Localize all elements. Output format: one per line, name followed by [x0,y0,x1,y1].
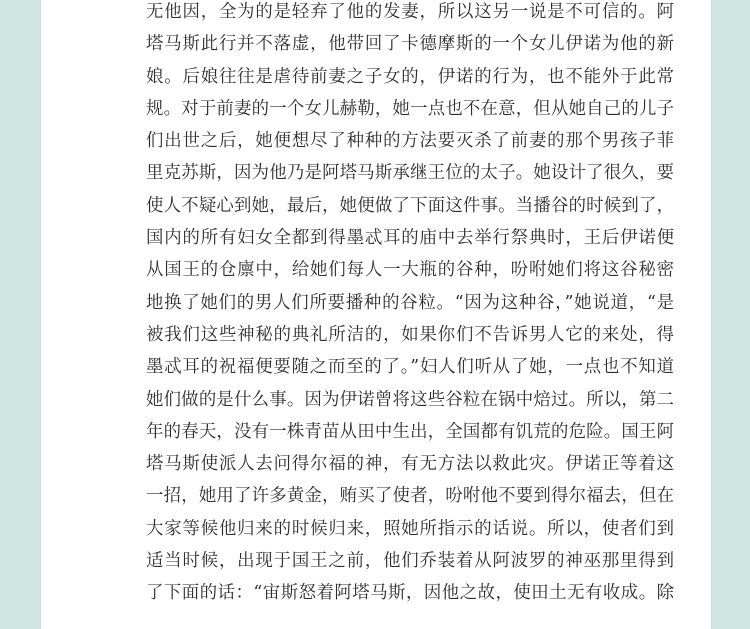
text-line: 规。对于前妻的一个女儿赫勒，她一点也不在意，但从她自己的儿子 [146,98,674,119]
text-line: 国内的所有妇女全都到得墨忒耳的庙中去举行祭典时，王后伊诺便 [146,228,674,249]
text-line: 地换了她们的男人们所要播种的谷粒。“因为这种谷，”她说道，“是 [146,292,674,313]
text-line: 了下面的话：“宙斯怒着阿塔马斯，因他之故，使田土无有收成。除 [146,583,674,604]
text-line: 塔马斯此行并不落虚，他带回了卡德摩斯的一个女儿伊诺为他的新 [146,34,674,55]
text-line: 年的春天，没有一株青苗从田中生出，全国都有饥荒的危险。国王阿 [146,421,674,442]
text-line: 大家等候他归来的时候归来，照她所指示的话说。所以，使者们到 [146,518,674,539]
text-line: 被我们这些神秘的典礼所洁的，如果你们不告诉男人它的来处，得 [146,324,674,345]
text-line: 无他因，全为的是轻弃了他的发妻，所以这另一说是不可信的。阿 [146,2,674,22]
document-page [40,0,712,629]
text-line: 们出世之后，她便想尽了种种的方法要灭杀了前妻的那个男孩子菲 [146,131,674,152]
text-line: 娘。后娘往往是虐待前妻之子女的，伊诺的行为，也不能外于此常 [146,66,674,87]
text-line: 墨忒耳的祝福便要随之而至的了。”妇人们听从了她，一点也不知道 [146,357,674,378]
text-line: 使人不疑心到她，最后，她便做了下面这件事。当播谷的时候到了， [146,195,674,216]
text-line: 从国王的仓廪中，给她们每人一大瓶的谷种，吩咐她们将这谷秘密 [146,260,674,281]
text-line: 里克苏斯，因为他乃是阿塔马斯承继王位的太子。她设计了很久，要 [146,163,674,184]
text-line: 一招，她用了许多黄金，贿买了使者，吩咐他不要到得尔福去，但在 [146,486,674,507]
text-line: 适当时候，出现于国王之前，他们乔装着从阿波罗的神巫那里得到 [146,551,674,572]
text-line: 塔马斯使派人去问得尔福的神，有无方法以救此灾。伊诺正等着这 [146,454,674,475]
text-line: 她们做的是什么事。因为伊诺曾将这些谷粒在锅中焙过。所以，第二 [146,389,674,410]
document-body [146,0,674,610]
